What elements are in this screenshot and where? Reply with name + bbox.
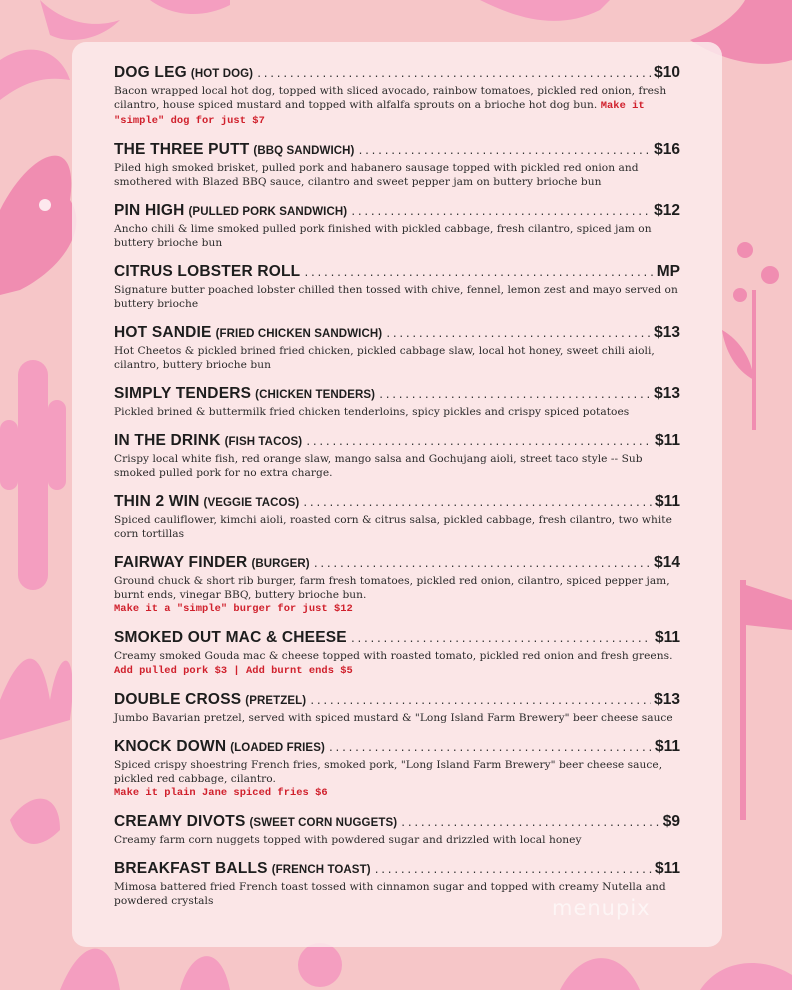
item-name: DOUBLE CROSS xyxy=(114,691,242,708)
dot-leader xyxy=(350,207,651,218)
item-subtitle: (VEGGIE TACOS) xyxy=(203,497,300,509)
item-description xyxy=(114,84,680,128)
item-description: Ground chuck & short rib burger, farm fresh tomatoes, pickled red onion, cilantro, spiced pepper jam, burnt ends, vinegar BBQ, buttery brioche bun. xyxy=(114,575,670,601)
dot-leader xyxy=(309,696,651,707)
item-note: Add pulled pork $3 | Add burnt ends $5 xyxy=(114,665,353,677)
item-description xyxy=(114,649,680,678)
item-description: Signature butter poached lobster chilled then tossed with chive, fennel, lemon zest and mayo served on buttery brioche xyxy=(114,284,678,310)
item-subtitle: (CHICKEN TENDERS) xyxy=(255,389,376,401)
dot-leader xyxy=(313,559,651,570)
item-price: $16 xyxy=(654,141,680,158)
item-note: Make it a "simple" burger for just $12 xyxy=(114,603,353,615)
menu-item-hot-sandie xyxy=(114,324,680,372)
item-description: Mimosa battered fried French toast tossed with cinnamon sugar and topped with creamy Nutella and powdered crystals xyxy=(114,881,666,907)
menu-item-header xyxy=(114,432,680,452)
dot-leader xyxy=(400,818,660,829)
menu-list xyxy=(114,64,680,921)
item-subtitle: (BBQ SANDWICH) xyxy=(253,145,355,157)
menu-item-header xyxy=(114,324,680,344)
dot-leader xyxy=(256,69,651,80)
dot-leader xyxy=(328,743,652,754)
dot-leader xyxy=(357,146,651,157)
item-name: BREAKFAST BALLS xyxy=(114,860,268,877)
menu-item-pin-high xyxy=(114,202,680,250)
item-price: $11 xyxy=(654,432,680,449)
menu-item-header xyxy=(114,738,680,758)
menu-item-header xyxy=(114,64,680,84)
item-name: DOG LEG xyxy=(114,64,187,81)
item-subtitle: (SWEET CORN NUGGETS) xyxy=(249,817,398,829)
menu-item-header xyxy=(114,385,680,405)
dot-leader xyxy=(303,268,653,279)
item-name: KNOCK DOWN xyxy=(114,738,227,755)
item-price: $11 xyxy=(654,629,680,646)
item-price: $12 xyxy=(654,202,680,219)
item-name: FAIRWAY FINDER xyxy=(114,554,248,571)
dot-leader xyxy=(350,634,652,645)
item-description: Spiced cauliflower, kimchi aioli, roasted corn & citrus salsa, pickled cabbage, fresh cilantro, two white corn tortillas xyxy=(114,514,672,540)
item-description-text: Bacon wrapped local hot dog, topped with sliced avocado, rainbow tomatoes, pickled red onion, fresh cilantro, house spiced mustard and topped with alfalfa sprouts on a brioche hot dog bun. xyxy=(114,85,667,111)
item-price: $11 xyxy=(654,493,680,510)
item-name: SMOKED OUT MAC & CHEESE xyxy=(114,629,347,646)
item-name: HOT SANDIE xyxy=(114,324,212,341)
item-description: Creamy farm corn nuggets topped with powdered sugar and drizzled with local honey xyxy=(114,834,582,846)
item-price: MP xyxy=(656,263,680,280)
item-description: Piled high smoked brisket, pulled pork and habanero sausage topped with pickled red onion and smothered with Blazed BBQ sauce, cilantro and sweet pepper jam on buttery brioche bun xyxy=(114,162,639,188)
item-description: Crispy local white fish, red orange slaw, mango salsa and Gochujang aioli, street taco style -- Sub smoked pulled pork for no extra charge. xyxy=(114,453,643,479)
dot-leader xyxy=(302,498,652,509)
item-price: $11 xyxy=(654,860,680,877)
menu-item-header xyxy=(114,691,680,711)
dot-leader xyxy=(374,865,652,876)
dot-leader xyxy=(305,437,652,448)
item-description: Spiced crispy shoestring French fries, smoked pork, "Long Island Farm Brewery" beer cheese sauce, pickled red cabbage, cilantro. xyxy=(114,759,663,785)
item-name: THIN 2 WIN xyxy=(114,493,200,510)
menu-item-header xyxy=(114,493,680,513)
item-subtitle: (BURGER) xyxy=(251,558,310,570)
item-subtitle: (PULLED PORK SANDWICH) xyxy=(188,206,348,218)
menu-item-header xyxy=(114,554,680,574)
watermark: menupix xyxy=(552,896,651,920)
item-description: Jumbo Bavarian pretzel, served with spiced mustard & "Long Island Farm Brewery" beer cheese sauce xyxy=(114,712,673,724)
item-name: PIN HIGH xyxy=(114,202,185,219)
item-name: THE THREE PUTT xyxy=(114,141,250,158)
item-note: Make it "simple" dog for just $7 xyxy=(114,100,645,127)
dot-leader xyxy=(378,390,651,401)
item-price: $13 xyxy=(654,324,680,341)
menu-item-double-cross xyxy=(114,691,680,725)
menu-item-three-putt xyxy=(114,141,680,189)
menu-item-smoked-out-mac xyxy=(114,629,680,678)
item-price: $11 xyxy=(654,738,680,755)
menu-item-header xyxy=(114,813,680,833)
item-subtitle: (PRETZEL) xyxy=(245,695,307,707)
item-name: SIMPLY TENDERS xyxy=(114,385,252,402)
item-price: $13 xyxy=(654,385,680,402)
item-subtitle: (FRENCH TOAST) xyxy=(271,864,371,876)
menu-item-dog-leg xyxy=(114,64,680,128)
item-subtitle: (FRIED CHICKEN SANDWICH) xyxy=(215,328,383,340)
menu-item-header xyxy=(114,141,680,161)
item-description: Pickled brined & buttermilk fried chicken tenderloins, spicy pickles and crispy spiced potatoes xyxy=(114,406,630,418)
menu-item-fairway-finder xyxy=(114,554,680,616)
item-subtitle: (FISH TACOS) xyxy=(224,436,303,448)
item-name: CREAMY DIVOTS xyxy=(114,813,246,830)
menu-item-in-the-drink xyxy=(114,432,680,480)
item-description: Hot Cheetos & pickled brined fried chicken, pickled cabbage slaw, local hot honey, sweet chili aioli, cilantro, buttery brioche bun xyxy=(114,345,655,371)
menu-item-creamy-divots xyxy=(114,813,680,847)
item-subtitle: (HOT DOG) xyxy=(190,68,254,80)
menu-item-header xyxy=(114,860,680,880)
menu-item-simply-tenders xyxy=(114,385,680,419)
menu-item-header xyxy=(114,202,680,222)
item-subtitle: (LOADED FRIES) xyxy=(230,742,325,754)
item-price: $9 xyxy=(662,813,680,830)
item-price: $13 xyxy=(654,691,680,708)
item-note: Make it plain Jane spiced fries $6 xyxy=(114,787,328,799)
item-description-text: Creamy smoked Gouda mac & cheese topped with roasted tomato, pickled red onion and fresh greens. xyxy=(114,650,673,662)
menu-item-knock-down xyxy=(114,738,680,800)
menu-item-thin-2-win xyxy=(114,493,680,541)
item-price: $14 xyxy=(654,554,680,571)
menu-item-header xyxy=(114,263,680,283)
dot-leader xyxy=(385,329,651,340)
item-name: CITRUS LOBSTER ROLL xyxy=(114,263,301,280)
item-price: $10 xyxy=(654,64,680,81)
menu-item-citrus-lobster-roll xyxy=(114,263,680,311)
menu-item-header xyxy=(114,629,680,649)
item-name: IN THE DRINK xyxy=(114,432,221,449)
item-description: Ancho chili & lime smoked pulled pork finished with pickled cabbage, fresh cilantro, spiced jam on buttery brioche bun xyxy=(114,223,652,249)
